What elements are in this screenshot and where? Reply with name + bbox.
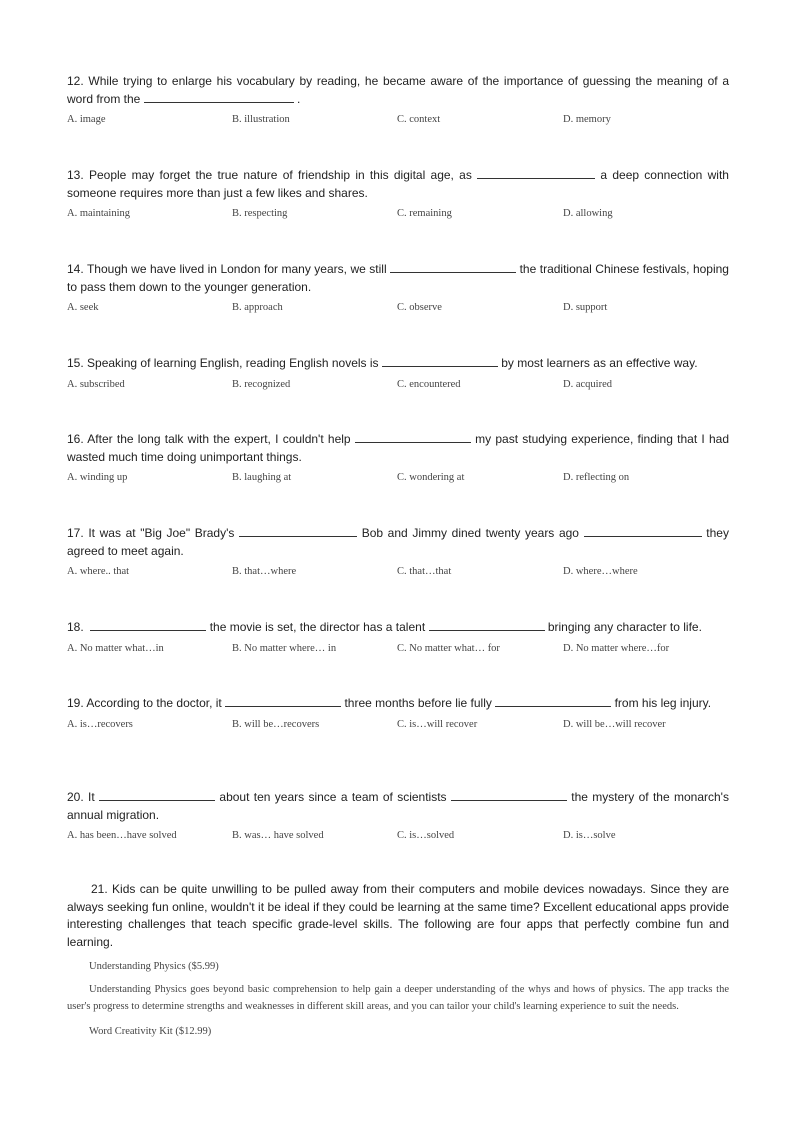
stem-text: bringing any character to life. — [547, 620, 702, 634]
question-number: 17. — [67, 526, 84, 540]
stem-text: from his leg injury. — [614, 696, 712, 710]
options-row — [67, 719, 729, 735]
answer-blank[interactable] — [429, 619, 545, 631]
stem-text: Though we have lived in London for many years, we still — [86, 262, 387, 276]
option-a[interactable]: A. subscribed — [67, 378, 125, 390]
option-d[interactable]: D. will be…will recover — [563, 718, 666, 730]
answer-blank[interactable] — [495, 695, 611, 707]
option-c[interactable]: C. is…will recover — [397, 718, 478, 730]
option-c[interactable]: C. that…that — [397, 566, 452, 577]
option-c[interactable]: C. remaining — [397, 208, 452, 219]
question-stem — [67, 695, 729, 713]
stem-text: . — [293, 91, 301, 106]
stem-text: the traditional Chinese festivals, hoping to pass them down to the younger generation. — [67, 262, 729, 294]
option-a[interactable]: A. where.. that — [67, 566, 130, 577]
stem-text: It was at "Big Joe" Brady's — [88, 526, 235, 540]
stem-text: they agreed to meet again. — [67, 526, 729, 558]
option-d[interactable]: D. No matter where…for — [563, 642, 670, 654]
option-d[interactable]: D. memory — [563, 114, 611, 125]
stem-text: According to the doctor, it — [86, 696, 222, 710]
answer-blank[interactable] — [477, 167, 595, 179]
stem-text: about ten years since a team of scientists — [219, 790, 447, 804]
answer-blank[interactable] — [225, 695, 341, 707]
option-b[interactable]: B. was… have solved — [232, 830, 324, 841]
stem-text: While trying to enlarge his vocabulary by reading, he became aware of the importance of guessing the meaning of a word from the — [67, 74, 729, 106]
options-row — [67, 643, 729, 659]
answer-blank[interactable] — [390, 261, 516, 273]
option-a[interactable]: A. is…recovers — [67, 718, 133, 730]
stem-text: three months before lie fully — [344, 696, 492, 710]
stem-text: After the long talk with the expert, I couldn't help — [87, 432, 351, 446]
question-stem — [67, 73, 729, 108]
option-b[interactable]: B. recognized — [232, 378, 291, 390]
options-row — [67, 379, 729, 395]
option-a[interactable]: A. image — [67, 114, 106, 125]
question-17 — [67, 525, 729, 582]
answer-blank[interactable] — [90, 619, 206, 631]
question-16 — [67, 431, 729, 488]
passage-intro: 21. Kids can be quite unwilling to be pulled away from their computers and mobile devices nowadays. Since they are always seeking fun online, wouldn't it be ideal if they could be learning at the same time? Excellent educational apps provide interesting challenges that teach specific grade-level skills. The following are four apps that perfectly combine fun and learning. — [67, 882, 729, 949]
question-number: 14. — [67, 262, 84, 276]
option-d[interactable]: D. reflecting on — [563, 472, 630, 483]
option-a[interactable]: A. maintaining — [67, 208, 130, 219]
option-a[interactable]: A. seek — [67, 302, 99, 313]
reading-passage — [67, 881, 729, 1040]
options-row — [67, 472, 729, 488]
question-number: 20. — [67, 790, 84, 804]
option-b[interactable]: B. respecting — [232, 208, 288, 219]
option-a[interactable]: A. No matter what…in — [67, 642, 164, 654]
question-20 — [67, 789, 729, 846]
question-stem — [67, 525, 729, 560]
stem-text: by most learners as an effective way. — [501, 356, 698, 370]
options-row — [67, 114, 729, 130]
option-a[interactable]: A. has been…have solved — [67, 830, 177, 841]
question-13 — [67, 167, 729, 224]
answer-blank[interactable] — [451, 789, 567, 801]
app-title: Understanding Physics ($5.99) — [89, 961, 219, 972]
answer-blank[interactable] — [239, 525, 357, 537]
stem-text: People may forget the true nature of friendship in this digital age, as — [88, 168, 472, 182]
app-title: Word Creativity Kit ($12.99) — [89, 1025, 212, 1037]
question-stem — [67, 789, 729, 824]
option-b[interactable]: B. will be…recovers — [232, 718, 320, 730]
app-description: Understanding Physics goes beyond basic comprehension to help gain a deeper understanding of the whys and hows of physics. The app tracks the user's progress to determine strengths and weaknesses in different skill areas, and you can tailor your child's learning experience to suit the needs. — [67, 983, 729, 1012]
option-c[interactable]: C. context — [397, 114, 441, 125]
question-number: 16. — [67, 432, 84, 446]
option-c[interactable]: C. encountered — [397, 378, 461, 390]
option-d[interactable]: D. support — [563, 302, 608, 313]
option-b[interactable]: B. No matter where… in — [232, 642, 337, 654]
stem-text: Speaking of learning English, reading English novels is — [87, 356, 379, 370]
stem-text: the movie is set, the director has a talent — [209, 620, 426, 634]
answer-blank[interactable] — [144, 91, 294, 103]
question-15 — [67, 355, 729, 395]
question-stem — [67, 261, 729, 296]
question-stem — [67, 619, 729, 637]
question-number: 15. — [67, 356, 84, 370]
option-d[interactable]: D. acquired — [563, 378, 612, 390]
question-19 — [67, 695, 729, 735]
option-d[interactable]: D. is…solve — [563, 830, 616, 841]
option-b[interactable]: B. illustration — [232, 114, 290, 125]
question-stem — [67, 167, 729, 202]
answer-blank[interactable] — [382, 355, 498, 367]
stem-text: a deep connection with someone requires more than just a few likes and shares. — [67, 168, 729, 200]
question-stem — [67, 431, 729, 466]
question-number: 18. — [67, 620, 84, 634]
question-18 — [67, 619, 729, 659]
options-row — [67, 302, 729, 318]
option-c[interactable]: C. No matter what… for — [397, 642, 500, 654]
options-row — [67, 566, 729, 582]
stem-text: the mystery of the monarch's annual migration. — [67, 790, 729, 822]
question-12 — [67, 73, 729, 130]
question-stem — [67, 355, 729, 373]
stem-text: It — [88, 790, 95, 804]
option-d[interactable]: D. where…where — [563, 566, 638, 577]
option-a[interactable]: A. winding up — [67, 472, 128, 483]
question-number: 19. — [67, 696, 84, 710]
options-row — [67, 830, 729, 846]
option-b[interactable]: B. laughing at — [232, 472, 292, 483]
answer-blank[interactable] — [99, 789, 215, 801]
option-c[interactable]: C. observe — [397, 302, 442, 313]
question-number: 13. — [67, 168, 84, 182]
answer-blank[interactable] — [355, 431, 471, 443]
stem-text: Bob and Jimmy dined twenty years ago — [361, 526, 579, 540]
question-14 — [67, 261, 729, 318]
option-d[interactable]: D. allowing — [563, 208, 613, 219]
question-number: 12. — [67, 74, 84, 88]
option-c[interactable]: C. wondering at — [397, 472, 465, 483]
option-b[interactable]: B. that…where — [232, 566, 297, 577]
option-c[interactable]: C. is…solved — [397, 830, 455, 841]
options-row — [67, 208, 729, 224]
stem-text: my past studying experience, finding that I had wasted much time doing unimportant things. — [67, 432, 730, 464]
option-b[interactable]: B. approach — [232, 302, 283, 313]
answer-blank[interactable] — [584, 525, 702, 537]
